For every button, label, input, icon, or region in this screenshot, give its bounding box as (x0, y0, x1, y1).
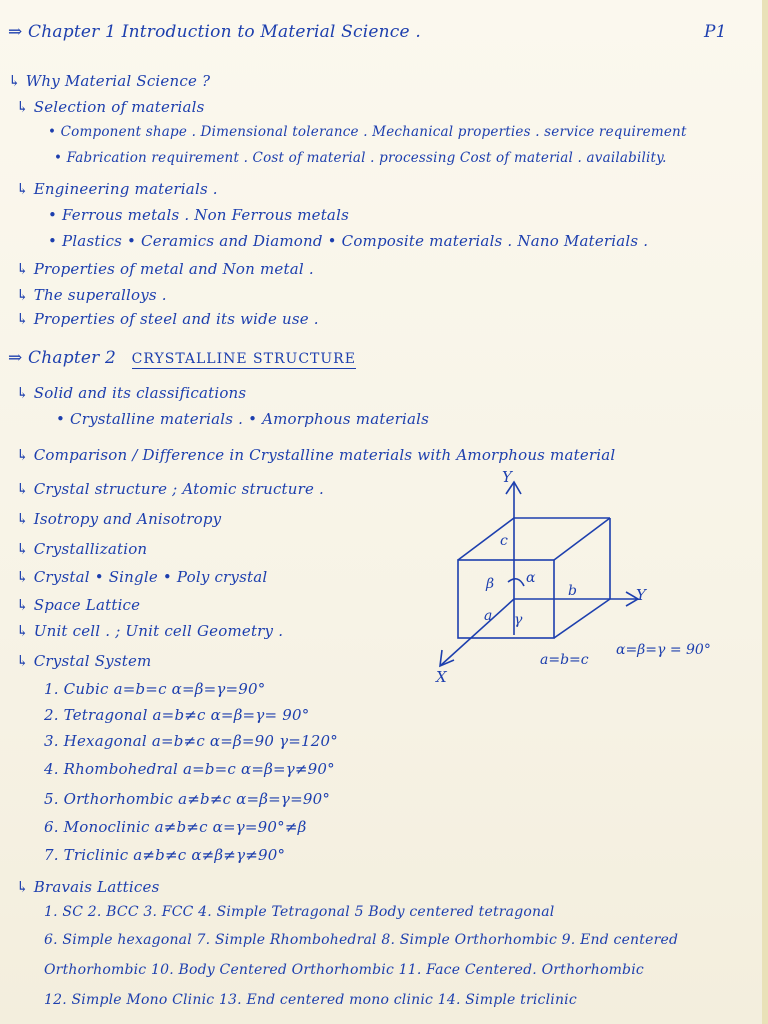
y-axis-label: Y (502, 470, 512, 486)
ch1-line-1: ↳ Why Material Science ? (8, 72, 211, 90)
ch1-line-4: • Fabrication requirement . Cost of material . processing Cost of material . availability. (54, 150, 667, 166)
ch1-line-9: ↳ The superalloys . (16, 286, 167, 304)
chapter2-title (8, 348, 356, 368)
bravais-line-3: Orthorhombic 10. Body Centered Orthorhombic 11. Face Centered. Orthorhombic (44, 962, 644, 978)
chapter1-title: ⇒ Chapter 1 Introduction to Material Science . (8, 22, 421, 42)
ch1-line-7: • Plastics • Ceramics and Diamond • Composite materials . Nano Materials . (48, 232, 649, 250)
system-1: 1. Cubic a=b=c α=β=γ=90° (44, 680, 266, 698)
system-2: 2. Tetragonal a=b≠c α=β=γ= 90° (44, 706, 310, 724)
ch1-line-8: ↳ Properties of metal and Non metal . (16, 260, 314, 278)
chapter2-title-caps: CRYSTALLINE STRUCTURE (131, 351, 356, 367)
chapter2-title-prefix: ⇒ Chapter 2 (8, 348, 117, 368)
relation-edges: a=b=c (540, 652, 589, 668)
ch1-line-3: • Component shape . Dimensional tolerance . Mechanical properties . service requirement (48, 124, 687, 140)
ch2-line-1: ↳ Solid and its classifications (16, 384, 247, 402)
system-4: 4. Rhombohedral a=b=c α=β=γ≠90° (44, 760, 335, 778)
system-3: 3. Hexagonal a=b≠c α=β=90 γ=120° (44, 732, 338, 750)
x-axis-line (440, 599, 514, 666)
bravais-heading: ↳ Bravais Lattices (16, 878, 160, 896)
ch1-line-5: ↳ Engineering materials . (16, 180, 218, 198)
system-5: 5. Orthorhombic a≠b≠c α=β=γ=90° (44, 790, 331, 808)
ch2-line-9: ↳ Unit cell . ; Unit cell Geometry . (16, 622, 284, 640)
angle-arc (508, 579, 524, 586)
ch2-line-4: ↳ Crystal structure ; Atomic structure . (16, 480, 325, 498)
angle-alpha-label: α (526, 570, 536, 586)
system-6: 6. Monoclinic a≠b≠c α=γ=90°≠β (44, 818, 307, 836)
edge-c-label: c (500, 533, 508, 549)
bravais-line-4: 12. Simple Mono Clinic 13. End centered mono clinic 14. Simple triclinic (44, 992, 577, 1008)
y-right-axis-label: Y (636, 586, 646, 604)
ch2-line-6: ↳ Crystallization (16, 540, 148, 558)
edge-a-label: a (484, 608, 493, 624)
ch1-line-2: ↳ Selection of materials (16, 98, 205, 116)
bravais-line-1: 1. SC 2. BCC 3. FCC 4. Simple Tetragonal 5 Body centered tetragonal (44, 904, 555, 920)
ch2-line-5: ↳ Isotropy and Anisotropy (16, 510, 222, 528)
page-edge (762, 0, 768, 1024)
ch2-line-7: ↳ Crystal • Single • Poly crystal (16, 568, 268, 586)
cube-top-right-edge (554, 518, 610, 560)
ch1-line-10: ↳ Properties of steel and its wide use . (16, 310, 319, 328)
angle-beta-label: β (486, 576, 495, 592)
angle-gamma-label: γ (514, 612, 523, 628)
ch2-line-2: • Crystalline materials . • Amorphous materials (56, 410, 430, 428)
page-number: P1 (704, 22, 727, 42)
cube-bottom-right-edge (554, 599, 610, 638)
system-7: 7. Triclinic a≠b≠c α≠β≠γ≠90° (44, 846, 286, 864)
ch2-line-8: ↳ Space Lattice (16, 596, 141, 614)
x-axis-label: X (436, 668, 447, 685)
unit-cell-diagram (420, 470, 750, 685)
ch1-line-6: • Ferrous metals . Non Ferrous metals (48, 206, 349, 224)
ch2-line-10: ↳ Crystal System (16, 652, 152, 670)
bravais-line-2: 6. Simple hexagonal 7. Simple Rhombohedral 8. Simple Orthorhombic 9. End centered (44, 932, 679, 948)
edge-b-label: b (568, 583, 577, 599)
ch2-line-3: ↳ Comparison / Difference in Crystalline materials with Amorphous material (16, 446, 616, 464)
relation-angles: α=β=γ = 90° (616, 642, 711, 658)
